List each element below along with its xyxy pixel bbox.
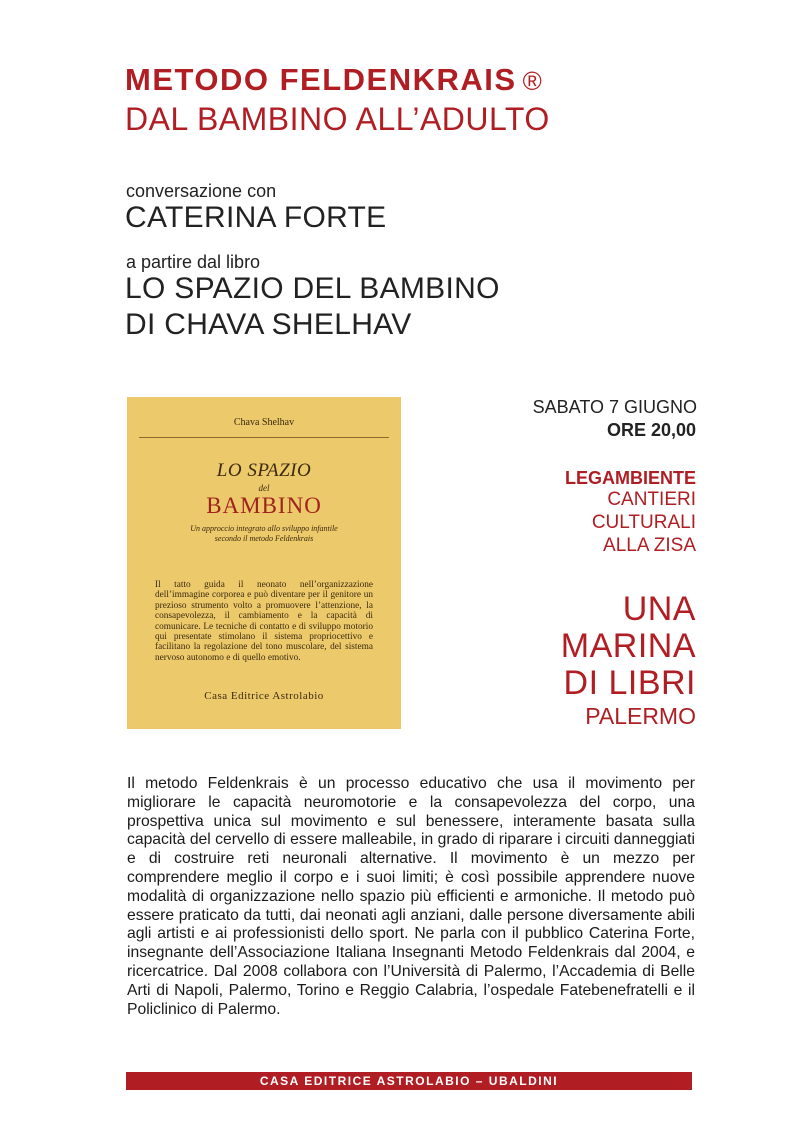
venue-line: CULTURALI (591, 512, 696, 533)
registered-mark: ® (522, 66, 544, 96)
book-title-line2: DI CHAVA SHELHAV (125, 308, 412, 341)
main-title (125, 62, 543, 98)
cover-publisher: Casa Editrice Astrolabio (204, 690, 324, 702)
from-book-label: a partire dal libro (126, 252, 261, 272)
conversation-label: conversazione con (126, 181, 277, 201)
description-paragraph: Il metodo Feldenkrais è un processo educativo che usa il movimento per migliorare le capacità neuromotorie e la consapevolezza del corpo, una prospettiva unica sul movimento e sul benessere, interamente basata sulla capacità del cervello di essere malleabile, in grado di riparare i circuiti danneggiati e di costruire reti neuronali alternative. Il movimento è un mezzo per comprendere meglio il corpo e i suoi limiti; è così possibile apprendere nuove modalità di organizzazione nello spazio più efficienti e armoniche. Il metodo può essere praticato da tutti, dai neonati agli anziani, dalle persone diversamente abili agli artisti e ai professionisti dello sport. Ne parla con il pubblico Caterina Forte, insegnante dell’Associazione Italiana Insegnanti Metodo Feldenkrais dal 2004, e ricercatrice. Dal 2008 collabora con l’Università di Palermo, l’Accademia di Belle Arti di Napoli, Palermo, Torino e Reggio Calabria, l’ospedale Fatebenefratelli e il Policlinico di Palermo. (127, 775, 695, 1018)
main-subtitle: DAL BAMBINO ALL’ADULTO (125, 101, 550, 137)
festival-line: DI LIBRI (563, 664, 696, 702)
cover-subtitle: Un approccio integrato allo sviluppo infantile secondo il metodo Feldenkrais (190, 524, 338, 543)
footer-publisher: CASA EDITRICE ASTROLABIO – UBALDINI (259, 1074, 559, 1088)
venue-line: ALLA ZISA (603, 535, 696, 556)
festival-line: UNA (622, 590, 696, 628)
cover-title-part2: BAMBINO (206, 493, 322, 518)
festival-line: MARINA (560, 627, 696, 665)
event-organizer: LEGAMBIENTE (564, 468, 696, 488)
cover-author: Chava Shelhav (233, 417, 295, 428)
main-title-text: METODO FELDENKRAIS (125, 62, 517, 97)
cover-divider (139, 437, 389, 438)
cover-blurb: Il tatto guida il neonato nell’organizzazione dell’immagine corporea e può diventare per il genitore un prezioso strumento volto a promuovere l’attenzione, la consapevolezza, il cambiamento e la capacità di comunicare. Le tecniche di contatto e di sviluppo motorio qui presentate stimolano il sistema propriocettivo e facilitano la regolazione del tono muscolare, del sistema nervoso autonomo e di quello emotivo. (155, 580, 373, 663)
book-cover (127, 397, 401, 729)
cover-title-connector: del (258, 483, 270, 493)
event-date: SABATO 7 GIUGNO (532, 397, 697, 417)
cover-title-part1: LO SPAZIO (216, 460, 312, 481)
book-title-line1: LO SPAZIO DEL BAMBINO (125, 272, 500, 305)
speaker-name: CATERINA FORTE (125, 201, 387, 234)
event-time: ORE 20,00 (606, 420, 696, 440)
venue-line: CANTIERI (607, 489, 696, 510)
event-city: PALERMO (585, 703, 696, 729)
